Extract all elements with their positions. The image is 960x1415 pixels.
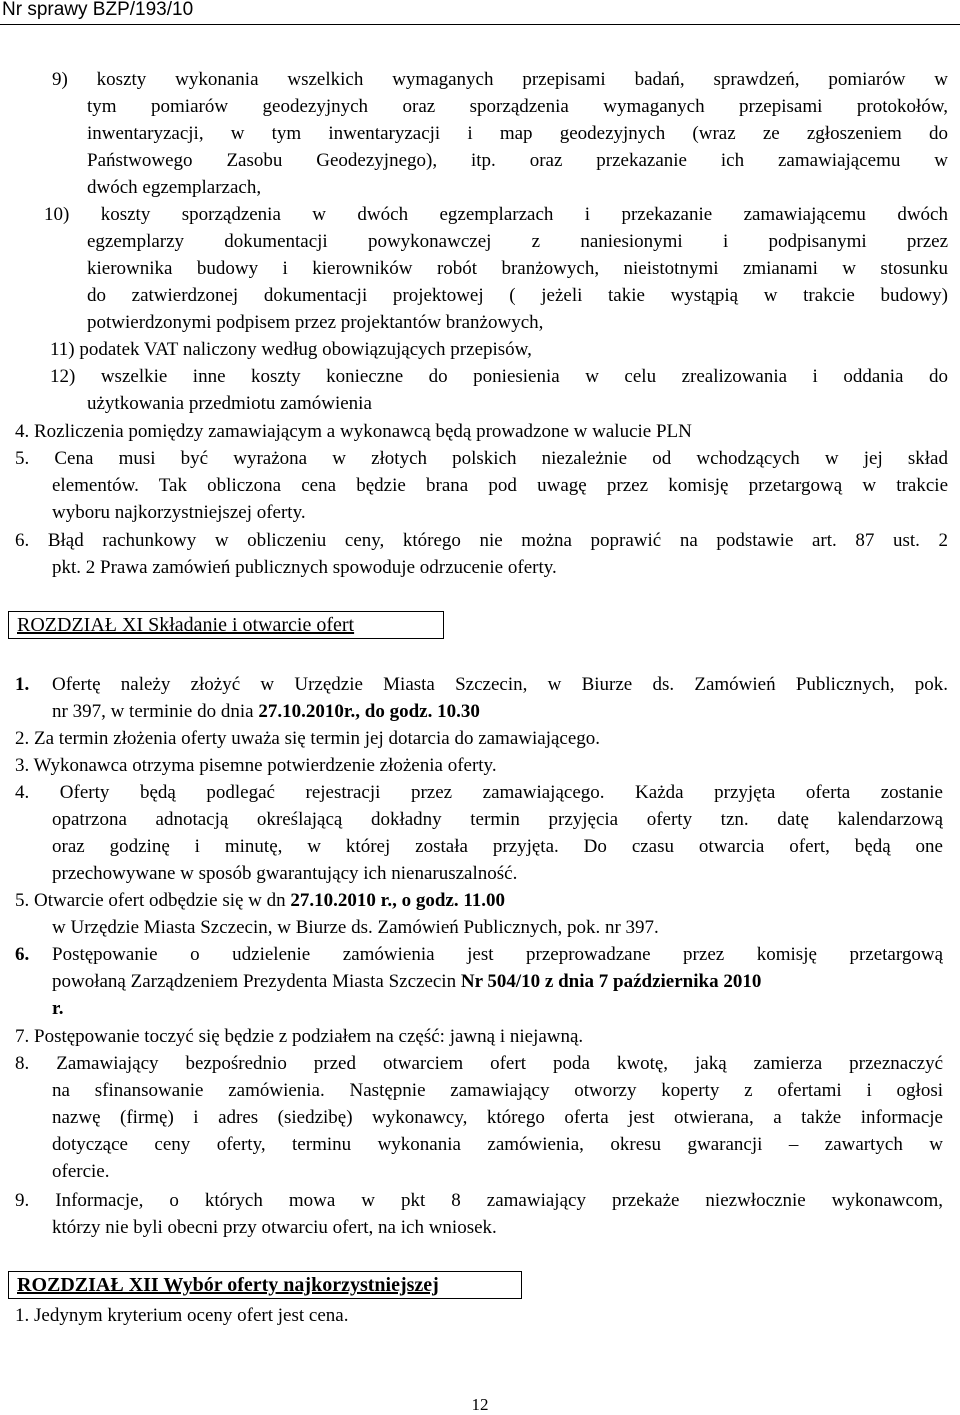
section-heading-xii — [8, 1271, 522, 1299]
text-line: w Urzędzie Miasta Szczecin, w Biurze ds. Zamówień Publicznych, pok. nr 397. — [52, 917, 659, 938]
section-title: ROZDZIAŁ XI Składanie i otwarcie ofert — [17, 614, 355, 636]
list-number: 6. — [15, 944, 30, 965]
text-line: dwóch egzemplarzach, — [87, 177, 262, 198]
text-line: 5. Cena musi być wyrażona w złotych polskich niezależnie od wchodzących w jej skład — [15, 448, 948, 469]
text-line: kierownika budowy i kierowników robót branżowych, nieistotnymi zmianami w stosunku — [87, 258, 948, 279]
text-line: 8. Zamawiający bezpośrednio przed otwarciem ofert poda kwotę, jaką zamierza przeznaczyć — [15, 1053, 943, 1074]
text-line: nazwę (firmę) i adres (siedzibę) wykonawcy, którego oferta jest otwierana, a także informacje — [52, 1107, 943, 1128]
text-line: nr 397, w terminie do dnia 27.10.2010r., do godz. 10.30 — [52, 701, 480, 722]
text-line: 3. Wykonawca otrzyma pisemne potwierdzenie złożenia oferty. — [15, 755, 497, 776]
text-line: opatrzona adnotacją określającą dokładny termin przyjęcia oferty tzn. datę kalendarzową — [52, 809, 943, 830]
text-line: elementów. Tak obliczona cena będzie brana pod uwagę przez komisję przetargową w trakcie — [52, 475, 948, 496]
section-title: ROZDZIAŁ XII Wybór oferty najkorzystniejszej — [17, 1274, 439, 1296]
text-line: Państwowego Zasobu Geodezyjnego), itp. oraz przekazanie ich zamawiającemu w — [87, 150, 948, 171]
text-line: inwentaryzacji, w tym inwentaryzacji i map geodezyjnych (wraz ze zgłoszeniem do — [87, 123, 948, 144]
text-line: tym pomiarów geodezyjnych oraz sporządzenia wymaganych przepisami protokołów, — [87, 96, 948, 117]
text-line: przechowywane w sposób gwarantujący ich nienaruszalność. — [52, 863, 518, 884]
text-line: 4. Oferty będą podlegać rejestracji przez zamawiającego. Każda przyjęta oferta zostanie — [15, 782, 943, 803]
text-line: 10) koszty sporządzenia w dwóch egzemplarzach i przekazanie zamawiającemu dwóch — [44, 204, 948, 225]
text-line: 5. Otwarcie ofert odbędzie się w dn 27.10.2010 r., o godz. 11.00 — [15, 890, 506, 911]
text-line: egzemplarzy dokumentacji powykonawczej z naniesionymi i podpisanymi przez — [87, 231, 948, 252]
text-line: którzy nie byli obecni przy otwarciu ofert, na ich wniosek. — [52, 1217, 497, 1238]
text-line: powołaną Zarządzeniem Prezydenta Miasta Szczecin Nr 504/10 z dnia 7 października 2010 — [52, 971, 762, 992]
text-line: Postępowanie o udzielenie zamówienia jest przeprowadzane przez komisję przetargową — [52, 944, 943, 965]
text-line: użytkowania przedmiotu zamówienia — [87, 393, 372, 414]
text-line: oraz godzinę i minutę, w której została przyjęta. Do czasu otwarcia ofert, będą one — [52, 836, 943, 857]
text-line: 1. Jedynym kryterium oceny ofert jest cena. — [15, 1305, 349, 1326]
text-line: 2. Za termin złożenia oferty uważa się termin jej dotarcia do zamawiającego. — [15, 728, 601, 749]
text-line: 9. Informacje, o których mowa w pkt 8 zamawiający przekaże niezwłocznie wykonawcom, — [15, 1190, 943, 1211]
text-line: na sfinansowanie zamówienia. Następnie zamawiający otworzy koperty z ofertami i ogłosi — [52, 1080, 943, 1101]
text-line: 4. Rozliczenia pomiędzy zamawiającym a wykonawcą będą prowadzone w walucie PLN — [15, 421, 692, 442]
section-heading-xi — [8, 611, 444, 639]
text-line: potwierdzonymi podpisem przez projektantów branżowych, — [87, 312, 544, 333]
case-number: Nr sprawy BZP/193/10 — [2, 0, 194, 20]
text-line: wyboru najkorzystniejszej oferty. — [52, 502, 306, 523]
text-line: r. — [52, 998, 64, 1019]
text-line: 9) koszty wykonania wszelkich wymaganych przepisami badań, sprawdzeń, pomiarów w — [52, 69, 948, 90]
text-line: ofercie. — [52, 1161, 110, 1182]
page-number: 12 — [471, 1395, 489, 1414]
text-line: 12) wszelkie inne koszty konieczne do poniesienia w celu zrealizowania i oddania do — [50, 366, 948, 387]
text-line: 7. Postępowanie toczyć się będzie z podziałem na część: jawną i niejawną. — [15, 1026, 584, 1047]
page-header — [0, 0, 960, 25]
text-line: pkt. 2 Prawa zamówień publicznych spowoduje odrzucenie oferty. — [52, 557, 557, 578]
text-line: 6. Błąd rachunkowy w obliczeniu ceny, którego nie można poprawić na podstawie art. 87 ust. 2 — [15, 530, 948, 551]
text-line: do zatwierdzonej dokumentacji projektowej ( jeżeli takie wystąpią w trakcie budowy) — [87, 285, 948, 306]
text-line: Ofertę należy złożyć w Urzędzie Miasta Szczecin, w Biurze ds. Zamówień Publicznych, pok. — [52, 674, 948, 695]
list-number: 1. — [15, 674, 30, 695]
text-line: 11) podatek VAT naliczony według obowiązujących przepisów, — [50, 339, 532, 360]
text-line: dotyczące ceny oferty, terminu wykonania zamówienia, okresu gwarancji – zawartych w — [52, 1134, 943, 1155]
